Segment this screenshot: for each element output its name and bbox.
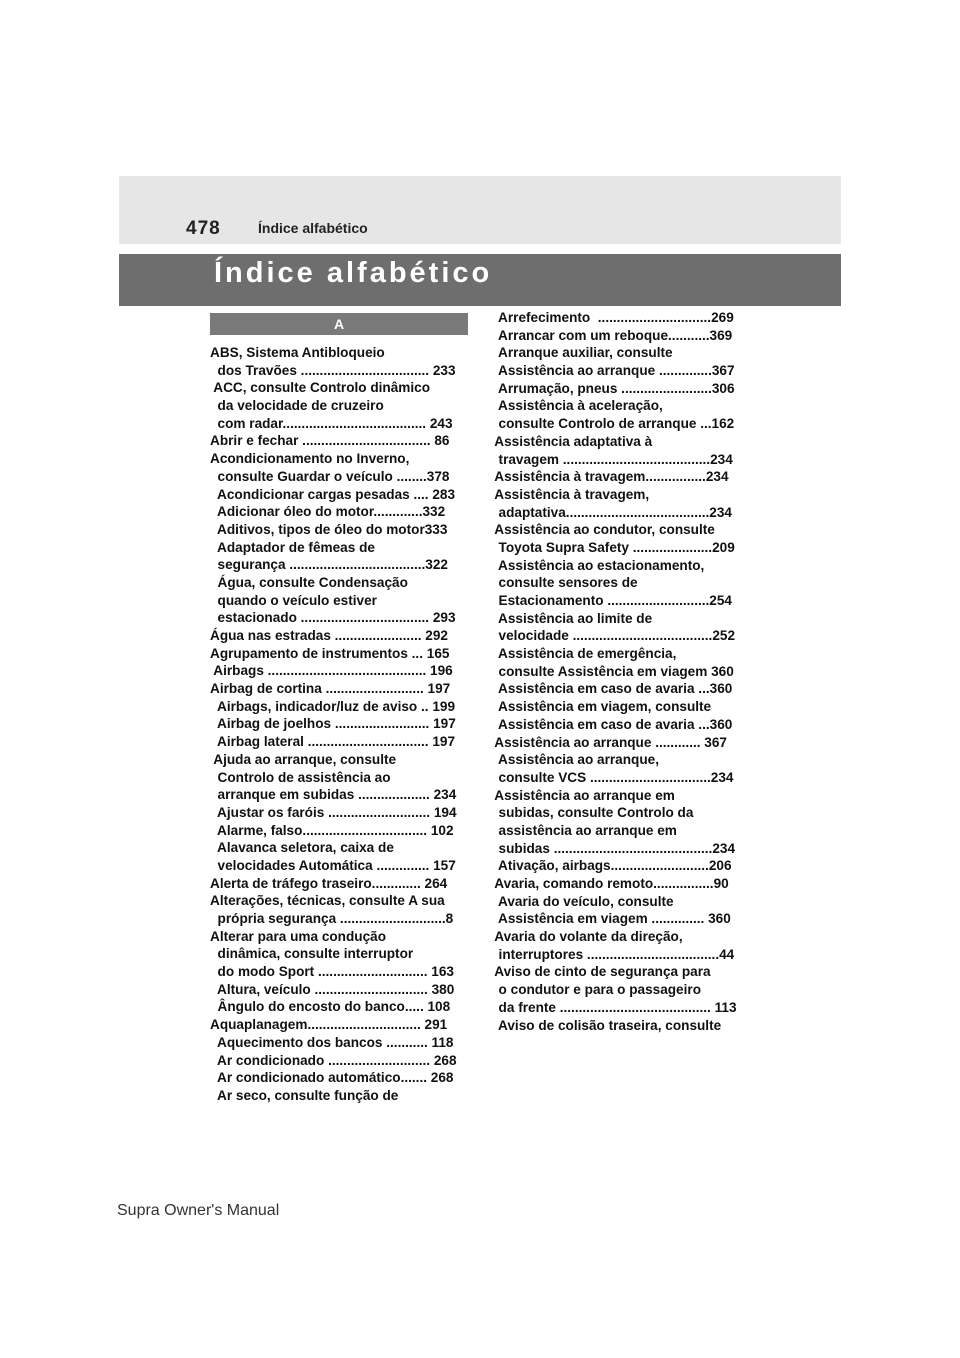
index-entry-line: Adaptador de fêmeas de	[210, 539, 375, 555]
index-entry-line: Assistência em caso de avaria ...360	[491, 681, 733, 697]
index-entry-line: com radar...................................... 243	[210, 415, 453, 431]
index-entry-line: Ângulo do encosto do banco..... 108	[210, 999, 451, 1015]
index-entry-line: Avaria do veículo, consulte	[491, 893, 674, 909]
index-entry-line: Assistência ao arranque em	[491, 787, 675, 803]
index-entry-line: Ajuda ao arranque, consulte	[210, 751, 397, 767]
index-entry-line: Adicionar óleo do motor.............332	[210, 504, 446, 520]
index-entry-line: dinâmica, consulte interruptor	[210, 946, 414, 962]
index-entry-line: Airbag de joelhos ......................... 197	[210, 716, 456, 732]
index-entry-line: estacionado .................................. 293	[210, 610, 456, 626]
index-entry-line: o condutor e para o passageiro	[491, 982, 701, 998]
index-entry-line: Água, consulte Condensação	[210, 574, 408, 590]
page-title: Índice alfabético	[214, 257, 493, 289]
running-title: Índice alfabético	[258, 220, 368, 236]
index-entry-line: travagem .......................................234	[491, 451, 733, 467]
index-entry-line: Altura, veículo .............................. 380	[210, 981, 455, 997]
index-entry-line: Ar condicionado ........................... 268	[210, 1052, 457, 1068]
index-entry-line: Alerta de tráfego traseiro............. 264	[210, 875, 448, 891]
index-entry-line: Toyota Supra Safety .....................209	[491, 539, 735, 555]
index-entry-line: Assistência ao condutor, consulte	[491, 522, 715, 538]
index-entry-line: interruptores ...................................44	[491, 946, 735, 962]
index-entry-line: arranque em subidas ................... 234	[210, 787, 457, 803]
index-entry-line: consulte sensores de	[491, 575, 638, 591]
index-entry-line: Arrumação, pneus ........................306	[491, 380, 735, 396]
index-entry-line: Abrir e fechar .................................. 86	[210, 433, 450, 449]
index-entry-line: Ajustar os faróis ........................... 194	[210, 804, 457, 820]
index-column-right	[491, 309, 743, 1034]
index-entry-line: Aquaplanagem.............................. 291	[210, 1017, 448, 1033]
index-entry-line: da frente ........................................ 113	[491, 999, 737, 1015]
index-entry-line: Airbag lateral ................................ 197	[210, 734, 456, 750]
index-entry-line: Água nas estradas ....................... 292	[210, 628, 448, 643]
index-entry-line: Assistência ao arranque,	[491, 752, 659, 768]
footer-manual-name: Supra Owner's Manual	[117, 1202, 280, 1219]
index-entry-line: Alarme, falso................................. 102	[210, 822, 454, 838]
index-entry-line: consulte Controlo de arranque ...162	[491, 416, 735, 432]
index-entry-line: Avaria, comando remoto................90	[491, 876, 729, 891]
index-entry-line: velocidades Automática .............. 157	[210, 857, 456, 873]
index-entry-line: quando o veículo estiver	[210, 592, 377, 608]
index-entry-line: da velocidade de cruzeiro	[210, 398, 384, 414]
index-entry-line: Assistência à aceleração,	[491, 398, 663, 414]
index-entry-line: consulte VCS ................................234	[491, 769, 734, 785]
index-column-left	[210, 344, 462, 1105]
index-entry-line: Aviso de cinto de segurança para	[491, 964, 711, 980]
index-entry-line: Assistência ao estacionamento,	[491, 557, 705, 573]
index-entry-line: dos Travões .................................. 233	[210, 362, 456, 378]
index-entry-line: Avaria do volante da direção,	[491, 929, 683, 945]
header-band	[119, 176, 841, 244]
index-entry-line: Assistência à travagem,	[491, 486, 650, 502]
index-entry-line: Ativação, airbags..........................206	[491, 858, 732, 874]
index-entry-line: do modo Sport ............................. 163	[210, 964, 454, 980]
index-entry-line: Assistência em caso de avaria ...360	[491, 716, 733, 732]
index-entry-line: consulte Guardar o veículo ........378	[210, 468, 450, 484]
index-entry-line: velocidade .....................................252	[491, 628, 736, 644]
index-entry-line: Acondicionamento no Inverno,	[210, 451, 410, 467]
index-entry-line: Airbags .......................................... 196	[210, 663, 453, 679]
index-entry-line: subidas ..........................................234	[491, 840, 736, 856]
index-entry-line: Alterações, técnicas, consulte A sua	[210, 893, 445, 909]
index-entry-line: Aviso de colisão traseira, consulte	[491, 1017, 722, 1033]
index-entry-line: ABS, Sistema Antibloqueio	[210, 345, 385, 360]
index-entry-line: assistência ao arranque em	[491, 822, 677, 838]
index-entry-line: Ar condicionado automático....... 268	[210, 1070, 454, 1086]
index-entry-line: Arranque auxiliar, consulte	[491, 345, 673, 361]
index-entry-line: Assistência à travagem................234	[491, 469, 729, 485]
index-entry-line: Alavanca seletora, caixa de	[210, 840, 394, 856]
page-number: 478	[186, 218, 221, 239]
index-entry-line: Acondicionar cargas pesadas .... 283	[210, 486, 456, 502]
index-entry-line: Assistência de emergência,	[491, 646, 677, 662]
index-entry-line: Aquecimento dos bancos ........... 118	[210, 1034, 454, 1050]
index-entry-line: Aditivos, tipos de óleo do motor333	[210, 521, 448, 537]
section-letter-heading: A	[210, 313, 468, 335]
index-entry-line: Assistência em viagem, consulte	[491, 699, 712, 715]
index-entry-line: segurança ....................................322	[210, 557, 448, 573]
index-entry-line: Estacionamento ...........................254	[491, 593, 732, 608]
index-entry-line: Controlo de assistência ao	[210, 769, 391, 785]
index-entry-line: Assistência ao arranque ............ 367	[491, 734, 727, 750]
index-entry-line: Airbags, indicador/luz de aviso .. 199	[210, 698, 456, 714]
index-entry-line: Ar seco, consulte função de	[210, 1087, 399, 1103]
index-entry-line: Agrupamento de instrumentos ... 165	[210, 645, 450, 661]
index-entry-line: Arrefecimento ..............................269	[491, 310, 734, 325]
index-entry-line: Assistência em viagem .............. 360	[491, 911, 731, 927]
index-entry-line: Airbag de cortina .......................... 197	[210, 681, 451, 697]
index-entry-line: subidas, consulte Controlo da	[491, 805, 694, 821]
index-entry-line: ACC, consulte Controlo dinâmico	[210, 380, 431, 396]
index-entry-line: própria segurança ............................8	[210, 911, 454, 926]
index-entry-line: Assistência ao limite de	[491, 610, 653, 626]
index-entry-line: Alterar para uma condução	[210, 928, 387, 944]
index-entry-line: consulte Assistência em viagem 360	[491, 663, 734, 679]
index-entry-line: Assistência ao arranque ..............367	[491, 363, 735, 379]
index-entry-line: Arrancar com um reboque...........369	[491, 327, 733, 343]
index-entry-line: Assistência adaptativa à	[491, 433, 653, 449]
index-entry-line: adaptativa......................................234	[491, 504, 732, 520]
